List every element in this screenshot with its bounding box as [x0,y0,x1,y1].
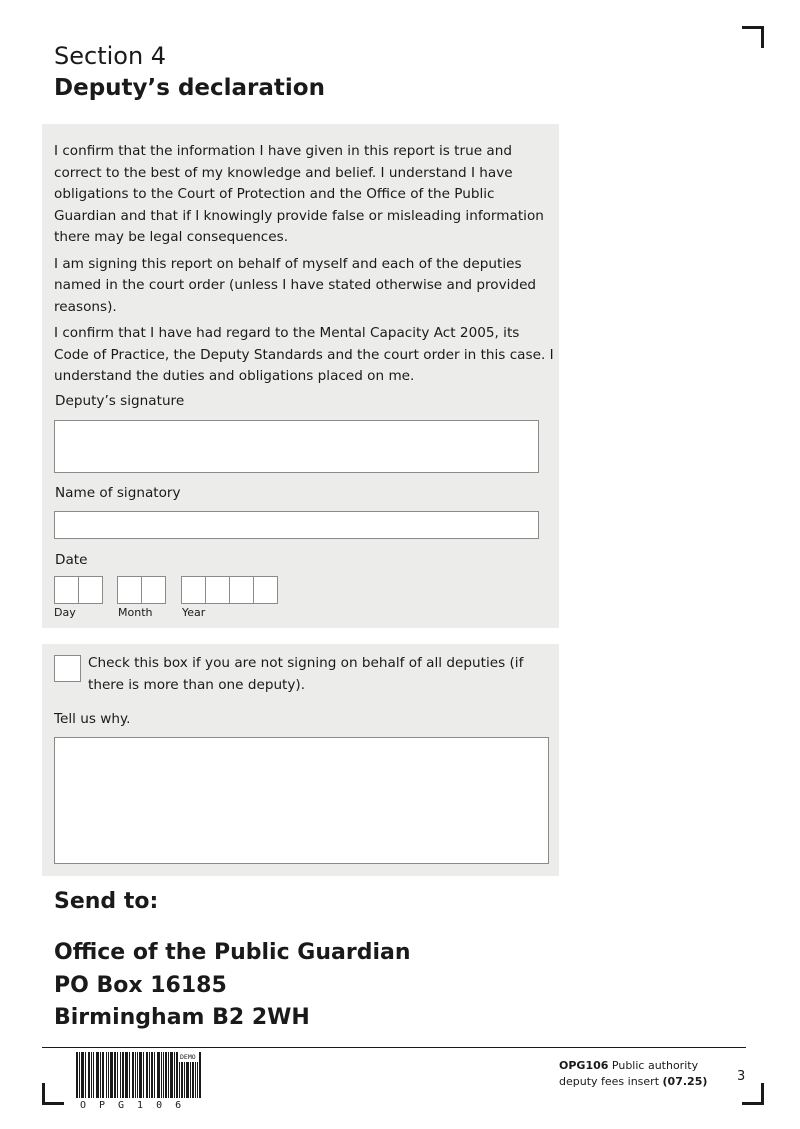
declaration-paragraph-1: I confirm that the information I have given in this report is true and correct to the best of my knowledge and belief. I understand I have obligations to the Court of Protection and the Office of the Public Guardian and that if I knowingly provide false or misleading information there may be legal consequences. [54,143,544,245]
section-number: Section 4 [54,42,167,70]
form-code: OPG106 [559,1059,609,1072]
form-reference [559,1058,707,1090]
footer-divider [42,1047,746,1048]
form-name-line-2: deputy fees insert [559,1075,660,1088]
date-day-field [54,576,102,604]
year-digit-1[interactable] [181,576,206,604]
barcode-tag: DEMO [180,1053,196,1061]
address-line-2: PO Box 16185 [54,972,227,998]
tell-us-why-field[interactable] [54,737,549,864]
declaration-paragraph-3: I confirm that I have had regard to the Mental Capacity Act 2005, its Code of Practice, the Deputy Standards and the court order in this case. I understand the duties and obligations placed on me. [54,325,554,384]
year-digit-4[interactable] [253,576,278,604]
address-line-1: Office of the Public Guardian [54,940,411,965]
crop-mark-bottom-right [742,1083,764,1105]
not-all-deputies-checkbox[interactable] [54,655,81,682]
date-year-field [181,576,277,604]
form-name-line-1: Public authority [611,1059,699,1072]
month-label: Month [118,606,153,619]
name-of-signatory-label: Name of signatory [55,485,181,501]
declaration-paragraph-2: I am signing this report on behalf of myself and each of the deputies named in the court order (unless I have stated otherwise and provided reasons). [54,255,537,315]
signature-label: Deputy’s signature [55,393,185,409]
form-version: (07.25) [662,1075,708,1088]
year-digit-2[interactable] [205,576,230,604]
section-title: Deputy’s declaration [54,75,325,101]
year-label: Year [182,606,206,619]
crop-mark-top-right [742,26,764,48]
date-month-field [117,576,165,604]
tell-us-why-label: Tell us why. [54,711,131,727]
send-to-heading: Send to: [54,889,159,914]
month-digit-2[interactable] [141,576,166,604]
not-all-deputies-text: Check this box if you are not signing on behalf of all deputies (if there is more than one deputy). [88,655,524,693]
declaration-text [54,141,554,393]
month-digit-1[interactable] [117,576,142,604]
barcode-number: OPG106 [80,1100,195,1111]
postal-address [54,937,411,1035]
day-digit-1[interactable] [54,576,79,604]
page-number: 3 [737,1069,746,1084]
year-digit-3[interactable] [229,576,254,604]
day-label: Day [54,606,76,619]
date-label: Date [55,552,88,568]
name-of-signatory-field[interactable] [54,511,539,539]
crop-mark-bottom-left [42,1083,64,1105]
barcode-icon [76,1052,202,1098]
address-line-3: Birmingham B2 2WH [54,1005,310,1030]
signature-field[interactable] [54,420,539,473]
day-digit-2[interactable] [78,576,103,604]
